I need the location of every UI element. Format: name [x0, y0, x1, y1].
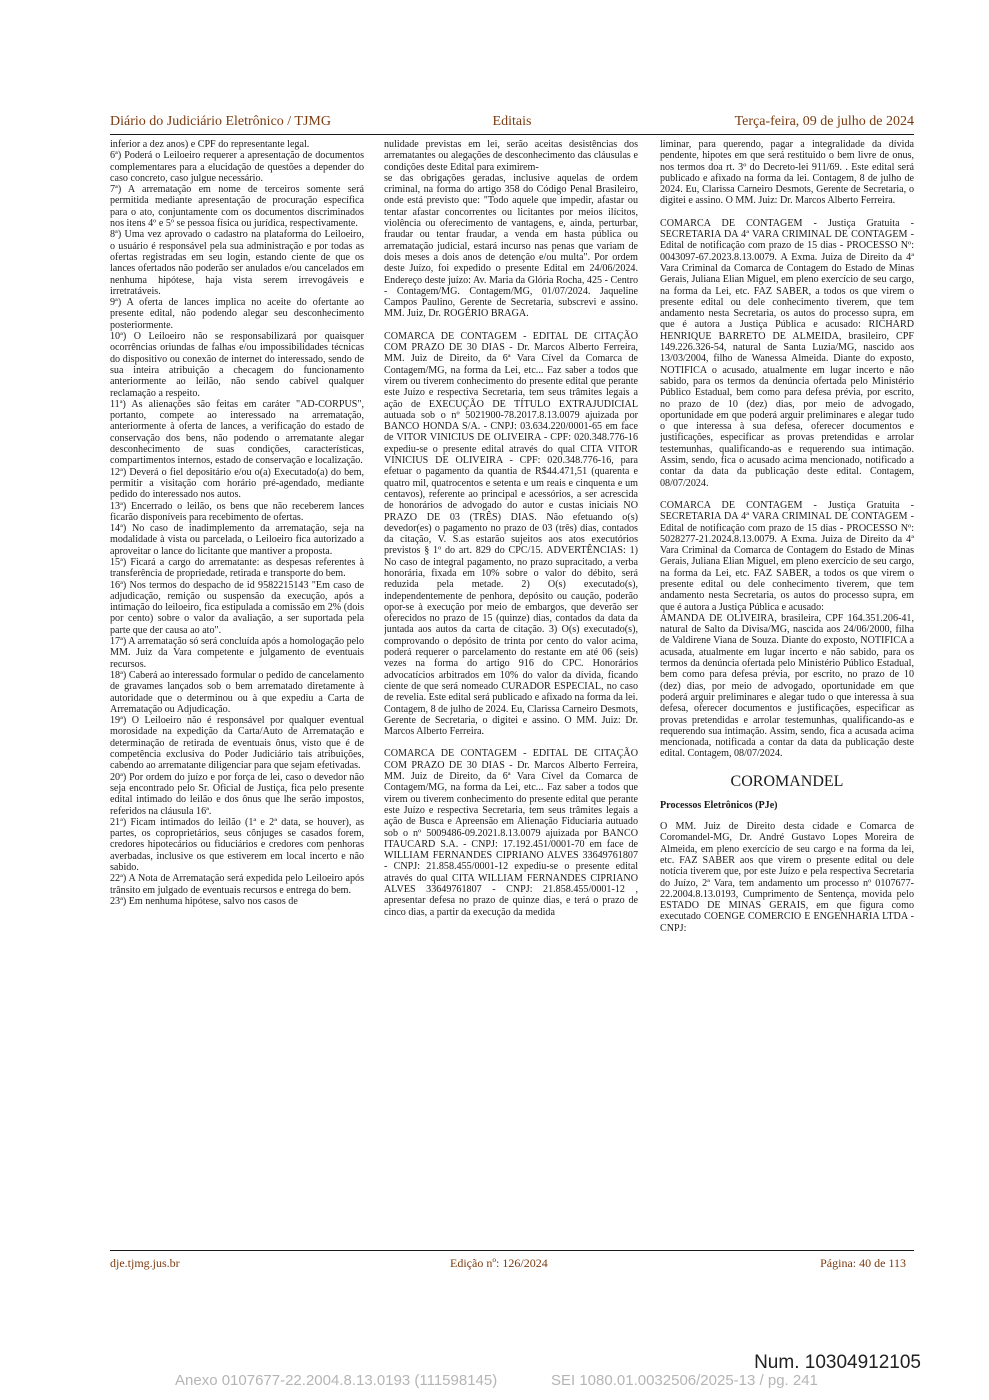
- journal-title: Diário do Judiciário Eletrônico / TJMG: [110, 114, 331, 129]
- clause-paragraph: 15ª) Ficará a cargo do arrematante: as despesas referentes à transferência de propriedade, retirada e transporte do bem.: [110, 556, 364, 580]
- header-rule: [110, 134, 914, 135]
- document-number-stamp: Num. 10304912105: [754, 1352, 921, 1373]
- clause-paragraph: 20ª) Por ordem do juízo e por força de lei, caso o devedor não seja encontrado pelo Sr. Oficial de Justiça, fica pelo presente edital intimado do leilão e dos ônus que lhe serão impostos, referidos na cláusula 16ª.: [110, 771, 364, 817]
- column-3: [660, 139, 914, 1239]
- sei-watermark: SEI 1080.01.0032506/2025-13 / pg. 241: [551, 1372, 818, 1389]
- clause-paragraph: 16ª) Nos termos do despacho de id 9582215143 "Em caso de adjudicação, remição ou suspensão da execução, após a intimação do leiloeiro, fica estipulada a comissão em 2% (dois por cento) sobre o valor da avaliação, a ser suportada pela parte que der causa ao ato".: [110, 579, 364, 636]
- section-title: Editais: [492, 114, 532, 129]
- clause-paragraph: 12ª) Deverá o fiel depositário e/ou o(a) Executado(a) do bem, permitir a visitação com horário pré-agendado, mediante pedido do interessado nos autos.: [110, 466, 364, 501]
- clause-paragraph: 21ª) Ficam intimados do leilão (1ª e 2ª data, se houver), as partes, os coproprietários, seus cônjuges se casados forem, credores hipotecários ou fiduciários e credores com penhoras averbadas, inclusive os que estiverem em local incerto e não sabido.: [110, 816, 364, 873]
- clause-paragraph: 7ª) A arrematação em nome de terceiros somente será permitida mediante apresentação de procuração específica para o ato, conjuntamente com os documentos discriminados nos itens 4º e 5º se pessoa física ou jurídica, respectivamente.: [110, 184, 364, 230]
- publication-date: Terça-feira, 09 de julho de 2024: [734, 114, 914, 129]
- clause-paragraph: 6ª) Poderá o Leiloeiro requerer a apresentação de documentos complementares para a elucidação de questões a depender do caso concreto, caso julgue necessário.: [110, 150, 364, 184]
- clause-paragraph: inferior a dez anos) e CPF do representante legal.: [110, 139, 310, 150]
- edital-paragraph: liminar, para querendo, pagar a integralidade da dívida pendente, hipotes em que será restituido o bem livre de onus, nos termos doa rt. 3º do Decreto-lei 911/69. . Este edital será publicado e afixado na forma da lei. Contagem, 8 de julho de 2024. Eu, Clarissa Carneiro Desmots, Gerente de Secretaria, o digitei e assino. O MM. Juiz: Dr. Marcos Alberto Ferreira.: [660, 139, 914, 207]
- clause-paragraph: 11ª) As alienações são feitas em caráter "AD-CORPUS", portanto, compete ao interessado na arrematação, anteriormente à oferta de lances, a verificação do estado de conservação dos bens, não podendo o arrematante alegar desconhecimento de suas condições, características, compartimentos internos, estado de conservação e localização.: [110, 398, 364, 467]
- edital-paragraph: COMARCA DE CONTAGEM - Justiça Gratuita - SECRETARIA DA 4ª VARA CRIMINAL DE CONTAGEM - Edital de notificação com prazo de 15 dias - PROCESSO Nº: 5028277-21.2024.8.13.0079. A Exma. Juiza de Direito da 4ª Vara Criminal da Comarca de Contagem do Estado de Minas Gerais, Juliana Elian Miguel, em pleno exercício de seu cargo, na forma da Lei, etc. FAZ SABER, a todos os que virem o presente edital ou dele conhecimento tiverem, que tem andamento nesta Secretaria, os autos do processo supra, em que é autora a Justiça Pública e acusado:: [660, 499, 914, 613]
- page-number: Página: 40 de 113: [820, 1256, 906, 1270]
- clause-paragraph: 18ª) Caberá ao interessado formular o pedido de cancelamento de gravames lançados sob o bem arrematado diretamente à autoridade que o determinou ou à que expediu a Carta de Arrematação ou Adjudicação.: [110, 669, 364, 715]
- edital-paragraph: COMARCA DE CONTAGEM - EDITAL DE CITAÇÃO COM PRAZO DE 30 DIAS - Dr. Marcos Alberto Ferreira, MM. Juiz de Direito, da 6ª Vara Cível da Comarca de Contagem/MG, na forma da Lei, etc... Faz saber a todos que virem ou tiverem conhecimento do presente edital que perante este Juízo e respectiva Secretaria, tem seus trâmites legais a ação de EXECUÇÃO DE TÍTULO EXTRAJUDICIAL autuada sob o nº 5021900-78.2017.8.13.0079 ajuizada por BANCO HONDA S/A. - CNPJ: 03.634.220/0001-65 em face de VITOR VINICIUS DE OLIVEIRA - CPF: 020.348.776-16 expediu-se o presente edital através do qual CITA VITOR VINICIUS DE OLIVEIRA - CPF: 020.348.776-16, para efetuar o pagamento da quantia de R$44.471,51 (quarenta e quatro mil, quatrocentos e setenta e um reais e cinquenta e um centavos), referente ao principal e acessórios, a ser acrescida de honorários de advogado do autor e custas iniciais NO PRAZO DE 03 (TRÊS) DIAS. Não efetuando o(s) devedor(es) o pagamento no prazo de 03 (três) dias, contados da citação, V. S.as estarão sujeitos aos atos executórios previstos § 1º do art. 829 do CPC/15. ADVERTÊNCIAS: 1) No caso de integral pagamento, no prazo supracitado, a verba honorária, fixada em 10% sobre o valor do débito, será reduzida pela metade. 2) O(s) executado(s), independentemente de penhora, depósito ou caução, poderão opor-se à execução por meio de embargos, que deverão ser oferecidos no prazo de 15 (quinze) dias, contados da data da juntada aos autos da carta de citação. 3) O(s) executado(s), comprovando o depósito de trinta por cento do valor acima, poderá requerer o parcelamento do restante em até 06 (seis) vezes na forma do artigo 916 do CPC. Honorários advocatícios arbitrados em 10% do valor da dívida, ficando ciente de que será nomeado CURADOR ESPECIAL, no caso de revelia. Este edital será publicado e afixado na forma da lei. Contagem, 8 de julho de 2024. Eu, Clarissa Carneiro Desmots, Gerente de Secretaria, o digitei e assino. O MM. Juiz: Dr. Marcos Alberto Ferreira.: [384, 330, 638, 738]
- section-subheading: Processos Eletrônicos (PJe): [660, 799, 778, 811]
- clause-paragraph: 22ª) A Nota de Arrematação será expedida pelo Leiloeiro após trânsito em julgado de eventuais recursos e entrega do bem.: [110, 873, 364, 896]
- clause-paragraph: 13ª) Encerrado o leilão, os bens que não receberem lances ficarão disponíveis para recebimento de ofertas.: [110, 500, 364, 523]
- footer-rule: [110, 1250, 914, 1251]
- edital-paragraph: COMARCA DE CONTAGEM - EDITAL DE CITAÇÃO COM PRAZO DE 30 DIAS - Dr. Marcos Alberto Ferreira, MM. Juiz de Direito, da 6ª Vara Cível da Comarca de Contagem/MG, na forma da Lei, etc... Faz saber a todos que virem ou tiverem conhecimento do presente edital que perante este Juízo e respectiva Secretaria, tem seus trâmites legais a ação de Busca e Apreensão em Alienação Fiduciaria autuado sob o nº 5009486-09.2021.8.13.0079 ajuizada por BANCO ITAUCARD S.A. - CNPJ: 17.192.451/0001-70 em face de WILLIAM FERNANDES CIPRIANO ALVES 33649761807 - CNPJ: 21.858.455/0001-12 expediu-se o presente edital através do qual CITA WILLIAM FERNANDES CIPRIANO ALVES 33649761807 - CNPJ: 21.858.455/0001-12 , apresentar defesa no prazo de quinze dias, e terá o prazo de cinco dias, a partir da execução da medida: [384, 748, 638, 918]
- edital-paragraph: AMANDA DE OLIVEIRA, brasileira, CPF 164.351.206-41, natural de Salto da Divisa/MG, nascida aos 24/06/2000, filha de Valdirene Viana de Souza. Diante do exposto, NOTIFICA a acusada, atualmente em lugar incerto e não sabido, para os termos da denúncia ofertada pelo Ministério Público Estadual, bem como para defesa prévia, por escrito, no prazo de 10 (dez) dias, por meio de advogado, oportunidade em que poderá arguir preliminares e alegar tudo o que interessa à sua defesa, oferecer documentos e justificações, especificar as provas pretendidas e arrolar testemunhas, qualificando-as e requerendo sua intimação. Assim, sendo, fica a acusada acima mencionada, notificada a contar da data da publicação deste edital. Contagem, 08/07/2024.: [660, 612, 914, 760]
- clause-paragraph: 17ª) A arrematação só será concluída após a homologação pelo MM. Juiz da Vara competente e julgamento de eventuais recursos.: [110, 636, 364, 670]
- clause-paragraph: 14ª) No caso de inadimplemento da arrematação, seja na modalidade à vista ou parcelada, o Leiloeiro fica autorizado a aproveitar o lance do licitante que mantiver a proposta.: [110, 523, 364, 557]
- edital-paragraph: nulidade previstas em lei, serão aceitas desistências dos arrematantes ou alegações de desconhecimento das cláusulas e condições deste Edital para eximirem-: [384, 139, 638, 173]
- clause-paragraph: 23ª) Em nenhuma hipótese, salvo nos casos de: [110, 895, 298, 907]
- edition-number: Edição nº: 126/2024: [450, 1256, 548, 1270]
- edital-paragraph: COMARCA DE CONTAGEM - Justiça Gratuita - SECRETARIA DA 4ª VARA CRIMINAL DE CONTAGEM - Edital de notificação com prazo de 15 dias - PROCESSO Nº: 0043097-67.2023.8.13.0079. A Exma. Juiza de Direito da 4ª Vara Criminal da Comarca de Contagem do Estado de Minas Gerais, Juliana Elian Miguel, em pleno exercício de seu cargo, na forma da Lei, etc. FAZ SABER, a todos os que virem o presente edital ou dele conhecimento tiverem, que tem andamento nesta Secretaria, os autos do processo supra, em que é autora a Justiça Pública e acusado: RICHARD HENRIQUE BARRETO DE ALMEIDA, brasileiro, CPF 149.226.326-54, natural de Santa Luzia/MG, nascido aos 13/03/2004, filho de Wanessa Almeida. Diante do exposto, NOTIFICA o acusado, atualmente em lugar incerto e não sabido, para os termos da denúncia ofertada pelo Ministério Público Estadual, bem como para defesa prévia, por escrito, no prazo de 10 (dez) dias, por meio de advogado, oportunidade em que poderá arguir preliminares e alegar tudo o que interessa à sua defesa, oferecer documentos e justificações, especificar as provas pretendidas e arrolar testemunhas, qualificando-as e requerendo sua intimação. Assim, sendo, fica o acusado acima mencionado, notificado a contar da data da publicação deste edital. Contagem, 08/07/2024.: [660, 217, 914, 489]
- annex-watermark: Anexo 0107677-22.2004.8.13.0193 (111598145): [175, 1372, 498, 1389]
- edital-paragraph: O MM. Juiz de Direito desta cidade e Comarca de Coromandel-MG, Dr. André Gustavo Lopes Moreira de Almeida, em pleno exercício de seu cargo e na forma da lei, etc. FAZ SABER aos que virem o presente edital ou dele notícia tiverem que, por este Juízo e pela respectiva Secretaria do Juízo, 2ª Vara, tem andamento um processo nº 0107677-22.2004.8.13.0193, Cumprimento de Sentença, movida pelo ESTADO DE MINAS GERAIS, em que figura como executado COENGE COMERCIO E ENGENHARIA LTDA - CNPJ:: [660, 821, 914, 934]
- page-header: [110, 114, 914, 134]
- site-url: dje.tjmg.jus.br: [110, 1256, 180, 1270]
- clause-paragraph: 8ª) Uma vez aprovado o cadastro na plataforma do Leiloeiro, o usuário é responsável pela sua administração e por todas as ofertas registradas em seu login, estando ciente de que os lances ofertados não poderão ser anulados e/ou cancelados em nenhuma hipótese, haja vista serem irrevogáveis e irretratáveis.: [110, 229, 364, 297]
- column-2: [384, 139, 638, 1239]
- clause-paragraph: 10ª) O Leiloeiro não se responsabilizará por quaisquer ocorrências oriundas de falhas e/ou impossibilidades técnicas do dispositivo ou conexão de internet do interessado, sendo de sua inteira atribuição a checagem do funcionamento anteriormente ao leilão, não sendo cabível qualquer reclamação a respeito.: [110, 331, 364, 399]
- comarca-heading: COROMANDEL: [730, 772, 844, 790]
- column-1: [110, 139, 364, 1239]
- clause-paragraph: 9ª) A oferta de lances implica no aceite do ofertante ao presente edital, não podendo alegar seu desconhecimento posteriormente.: [110, 297, 364, 331]
- page-footer: [110, 1256, 914, 1272]
- clause-paragraph: 19ª) O Leiloeiro não é responsável por qualquer eventual morosidade na expedição da Carta/Auto de Arrematação e determinação de retirada de eventuais ônus, visto que é de competência exclusiva do Poder Judiciário tais atribuições, cabendo ao arrematante diligenciar para que sejam efetivadas.: [110, 715, 364, 772]
- edital-paragraph: se das obrigações geradas, inclusive aquelas de ordem criminal, na forma do artigo 358 do Código Penal Brasileiro, onde está previsto que: "Todo aquele que impedir, afastar ou tentar afastar concorrentes ou licitantes por meios ilícitos, violência ou oferecimento de vantagens, e, ainda, perturbar, fraudar ou tentar fraudar, a venda em hasta pública ou arrematação judicial, estará incurso nas penas que variam de dois meses a dois anos de detenção e/ou multa". Por ordem deste Juízo, foi expedido o presente Edital em 24/06/2024. Endereço deste juízo: Av. Maria da Glória Rocha, 425 - Centro - Contagem/MG. Contagem/MG, 01/07/2024. Jaqueline Campos Paulino, Gerente de Secretaria, subscrevi e assino. MM. Juiz, Dr. ROGÉRIO BRAGA.: [384, 172, 638, 320]
